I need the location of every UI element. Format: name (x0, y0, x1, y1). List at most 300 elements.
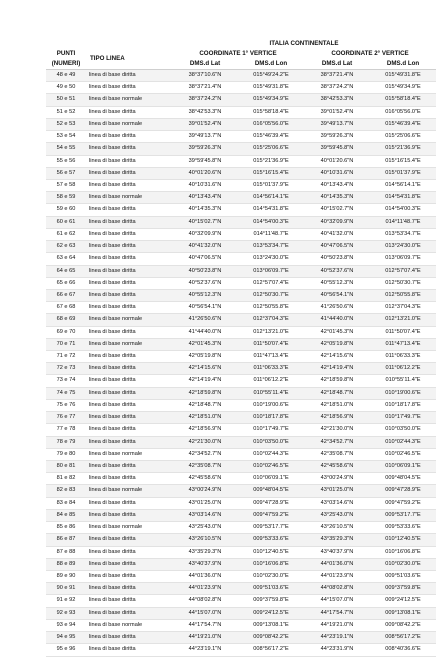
table-row (46, 534, 436, 546)
vertice1-lat-cell: 44°01'36.0"N (172, 570, 238, 582)
table-row (46, 253, 436, 265)
vertice1-lon-cell: 012°50'55.8"E (238, 302, 304, 314)
punti-cell: 60 e 61 (46, 216, 86, 228)
vertice1-lat-cell: 41°26'50.6"N (172, 314, 238, 326)
vertice1-lat-cell: 40°15'02.7"N (172, 216, 238, 228)
vertice2-lat-cell: 43°01'25.0"N (304, 485, 370, 497)
vertice1-lat-cell: 40°14'35.3"N (172, 204, 238, 216)
table-row (46, 558, 436, 570)
vertice1-lon-cell: 012°37'04.3"E (238, 314, 304, 326)
vertice1-lon-cell: 015°01'37.9"E (238, 179, 304, 191)
vertice1-lat-cell: 42°14'15.6"N (172, 363, 238, 375)
tipo-linea-cell: linea di base diritta (86, 387, 172, 399)
punti-cell: 49 e 50 (46, 82, 86, 94)
tipo-linea-header: TIPO LINEA (90, 55, 125, 62)
tipo-linea-cell: linea di base normale (86, 94, 172, 106)
punti-cell: 51 e 52 (46, 106, 86, 118)
punti-cell: 90 e 91 (46, 583, 86, 595)
table-row (46, 82, 436, 94)
table-row (46, 228, 436, 240)
punti-cell: 66 e 67 (46, 289, 86, 301)
vertice1-lat-cell: 42°34'52.7"N (172, 448, 238, 460)
vertice1-lat-cell: 40°52'37.6"N (172, 277, 238, 289)
punti-cell: 87 e 88 (46, 546, 86, 558)
vertice2-lat-cell: 42°18'59.8"N (304, 375, 370, 387)
vertice1-lat-cell: 43°03'14.6"N (172, 509, 238, 521)
vertice2-lon-cell: 015°49'31.8"E (370, 70, 436, 82)
vertice2-lon-cell: 014°54'31.8"E (370, 192, 436, 204)
punti-cell: 82 e 83 (46, 485, 86, 497)
vertice2-lon-cell: 015°01'37.9"E (370, 167, 436, 179)
table-title: ITALIA CONTINENTALE (269, 40, 339, 47)
tipo-linea-cell: linea di base diritta (86, 179, 172, 191)
vertice1-lat-cell: 40°50'23.8"N (172, 265, 238, 277)
punti-cell: 52 e 53 (46, 118, 86, 130)
vertice1-lat-cell: 44°15'07.0"N (172, 607, 238, 619)
tipo-linea-cell: linea di base diritta (86, 595, 172, 607)
vertice2-lon-cell: 013°06'09.7"E (370, 253, 436, 265)
vertice2-lat-cell: 44°01'36.0"N (304, 558, 370, 570)
tipo-linea-cell: linea di base diritta (86, 473, 172, 485)
tipo-linea-cell: linea di base diritta (86, 265, 172, 277)
tipo-linea-cell: linea di base diritta (86, 253, 172, 265)
vertice2-lat-cell: 40°01'20.6"N (304, 155, 370, 167)
table-row (46, 106, 436, 118)
table-row (46, 338, 436, 350)
vertice1-lat-cell: 44°08'02.8"N (172, 595, 238, 607)
vertice2-lat-cell: 40°41'32.0"N (304, 228, 370, 240)
vertice2-lon-cell: 010°02'30.0"E (370, 558, 436, 570)
table-row (46, 412, 436, 424)
vertice1-lat-cell: 39°01'52.4"N (172, 118, 238, 130)
vertice2-lon-cell: 015°46'39.4"E (370, 118, 436, 130)
vertice1-lat-cell: 39°49'13.7"N (172, 131, 238, 143)
tipo-linea-cell: linea di base diritta (86, 546, 172, 558)
table-row (46, 118, 436, 130)
vertice2-lon-cell: 009°53'17.7"E (370, 509, 436, 521)
tipo-linea-cell: linea di base diritta (86, 204, 172, 216)
vertice2-lon-cell: 013°24'30.0"E (370, 241, 436, 253)
lon1-header: DMS.d Lon (254, 60, 288, 67)
vertice2-lon-cell: 009°47'59.2"E (370, 497, 436, 509)
vertice1-lat-cell: 39°59'45.8"N (172, 155, 238, 167)
vertice2-lat-cell: 42°14'19.4"N (304, 363, 370, 375)
table-row (46, 485, 436, 497)
tipo-linea-cell: linea di base diritta (86, 558, 172, 570)
vertice1-lon-cell: 009°24'12.5"E (238, 607, 304, 619)
vertice1-lat-cell: 42°18'48.7"N (172, 399, 238, 411)
punti-cell: 76 e 77 (46, 412, 86, 424)
vertice2-lat-cell: 42°18'51.0"N (304, 399, 370, 411)
vertice2-lon-cell: 010°12'40.5"E (370, 534, 436, 546)
vertice2-lat-cell: 42°18'56.9"N (304, 412, 370, 424)
vertice2-lat-cell: 42°34'52.7"N (304, 436, 370, 448)
punti-cell: 81 e 82 (46, 473, 86, 485)
tipo-linea-cell: linea di base normale (86, 314, 172, 326)
punti-cell: 55 e 56 (46, 155, 86, 167)
tipo-linea-cell: linea di base diritta (86, 82, 172, 94)
vertice1-lon-cell: 010°06'09.1"E (238, 473, 304, 485)
vertice2-lat-cell: 40°13'43.4"N (304, 179, 370, 191)
vertice1-lon-cell: 009°47'59.2"E (238, 509, 304, 521)
vertice2-lat-cell: 40°47'06.5"N (304, 241, 370, 253)
vertice1-lon-cell: 016°05'56.0"E (238, 118, 304, 130)
vertice1-lon-cell: 010°19'00.6"E (238, 399, 304, 411)
vertice1-lat-cell: 44°01'23.9"N (172, 583, 238, 595)
table-row (46, 522, 436, 534)
vertice2-lat-cell: 38°37'21.4"N (304, 70, 370, 82)
vertice1-lon-cell: 010°02'30.0"E (238, 570, 304, 582)
vertice1-lat-cell: 42°14'19.4"N (172, 375, 238, 387)
punti-cell: 58 e 59 (46, 192, 86, 204)
tipo-linea-cell: linea di base normale (86, 522, 172, 534)
tipo-linea-cell: linea di base diritta (86, 424, 172, 436)
table-row (46, 131, 436, 143)
vertice2-lat-cell: 42°01'45.3"N (304, 326, 370, 338)
vertice1-lon-cell: 011°50'07.4"E (238, 338, 304, 350)
vertice2-lat-cell: 39°59'26.3"N (304, 131, 370, 143)
vertice2-lat-cell: 43°35'29.3"N (304, 534, 370, 546)
vertice1-lon-cell: 009°53'17.7"E (238, 522, 304, 534)
vertice1-lon-cell: 012°57'07.4"E (238, 277, 304, 289)
vertice1-lat-cell: 42°01'45.3"N (172, 338, 238, 350)
vertice1-lat-cell: 40°47'06.5"N (172, 253, 238, 265)
vertice1-lat-cell: 43°40'37.9"N (172, 558, 238, 570)
vertice1-lon-cell: 013°06'09.7"E (238, 265, 304, 277)
vertice2-lat-cell: 42°35'08.7"N (304, 448, 370, 460)
punti-cell: 67 e 68 (46, 302, 86, 314)
tipo-linea-cell: linea di base diritta (86, 375, 172, 387)
vertice2-lat-cell: 42°14'15.6"N (304, 351, 370, 363)
vertice2-lon-cell: 009°47'28.9"E (370, 485, 436, 497)
lat2-header: DMS.d Lat (321, 60, 353, 67)
vertice2-lat-cell: 40°10'31.6"N (304, 167, 370, 179)
vertice1-lon-cell: 009°48'04.5"E (238, 485, 304, 497)
numeri-header: (NUMERI) (51, 60, 81, 67)
vertice2-lon-cell: 010°02'44.3"E (370, 436, 436, 448)
vertice1-lon-cell: 010°02'46.5"E (238, 461, 304, 473)
tipo-linea-cell: linea di base normale (86, 338, 172, 350)
vertice1-lon-cell: 009°47'28.9"E (238, 497, 304, 509)
tipo-linea-cell: linea di base normale (86, 192, 172, 204)
table-row (46, 448, 436, 460)
tipo-linea-cell: linea di base diritta (86, 363, 172, 375)
tipo-linea-cell: linea di base diritta (86, 228, 172, 240)
table-row (46, 204, 436, 216)
vertice1-header: COORDINATE 1° VERTICE (199, 50, 277, 57)
vertice2-lon-cell: 009°08'42.2"E (370, 619, 436, 631)
vertice2-lat-cell: 42°45'58.6"N (304, 461, 370, 473)
vertice1-lon-cell: 009°37'59.8"E (238, 595, 304, 607)
vertice1-lon-cell: 010°17'49.7"E (238, 424, 304, 436)
punti-header: PUNTI (56, 50, 76, 57)
punti-cell: 77 e 78 (46, 424, 86, 436)
vertice1-lat-cell: 40°13'43.4"N (172, 192, 238, 204)
vertice1-lat-cell: 40°56'54.1"N (172, 302, 238, 314)
vertice1-lat-cell: 42°45'58.6"N (172, 473, 238, 485)
punti-cell: 85 e 86 (46, 522, 86, 534)
vertice1-lon-cell: 013°53'34.7"E (238, 241, 304, 253)
vertice1-lat-cell: 38°37'10.6"N (172, 70, 238, 82)
table-row (46, 241, 436, 253)
tipo-linea-cell: linea di base diritta (86, 289, 172, 301)
vertice1-lon-cell: 013°24'30.0"E (238, 253, 304, 265)
vertice1-lon-cell: 015°16'15.4"E (238, 167, 304, 179)
vertice1-lon-cell: 015°46'39.4"E (238, 131, 304, 143)
tipo-linea-cell: linea di base diritta (86, 534, 172, 546)
vertice2-lon-cell: 014°54'00.3"E (370, 204, 436, 216)
vertice1-lat-cell: 44°19'21.0"N (172, 632, 238, 644)
punti-cell: 69 e 70 (46, 326, 86, 338)
punti-cell: 92 e 93 (46, 607, 86, 619)
punti-cell: 56 e 57 (46, 167, 86, 179)
vertice2-lon-cell: 010°19'00.6"E (370, 387, 436, 399)
vertice2-lat-cell: 38°37'24.2"N (304, 82, 370, 94)
tipo-linea-cell: linea di base normale (86, 118, 172, 130)
punti-cell: 70 e 71 (46, 338, 86, 350)
vertice2-lon-cell: 015°16'15.4"E (370, 155, 436, 167)
table-header (46, 39, 436, 70)
vertice2-lon-cell: 012°13'21.0"E (370, 314, 436, 326)
table-row (46, 277, 436, 289)
table-row (46, 302, 436, 314)
punti-cell: 86 e 87 (46, 534, 86, 546)
tipo-linea-cell: linea di base diritta (86, 131, 172, 143)
table-row (46, 424, 436, 436)
vertice2-lat-cell: 40°32'09.9"N (304, 216, 370, 228)
vertice2-lat-cell: 44°17'54.7"N (304, 607, 370, 619)
punti-cell: 48 e 49 (46, 70, 86, 82)
punti-cell: 84 e 85 (46, 509, 86, 521)
vertice1-lon-cell: 010°16'06.8"E (238, 558, 304, 570)
punti-cell: 79 e 80 (46, 448, 86, 460)
table-row (46, 265, 436, 277)
vertice2-lat-cell: 43°03'14.6"N (304, 497, 370, 509)
vertice1-lat-cell: 39°59'26.3"N (172, 143, 238, 155)
punti-cell: 95 e 96 (46, 644, 86, 656)
table-row (46, 399, 436, 411)
table-row (46, 326, 436, 338)
vertice1-lon-cell: 009°13'08.1"E (238, 619, 304, 631)
vertice2-lat-cell: 42°21'30.0"N (304, 424, 370, 436)
tipo-linea-cell: linea di base normale (86, 619, 172, 631)
vertice1-lat-cell: 42°18'51.0"N (172, 412, 238, 424)
vertice2-lat-cell: 39°49'13.7"N (304, 118, 370, 130)
vertice1-lat-cell: 42°35'08.7"N (172, 461, 238, 473)
vertice1-lon-cell: 011°06'12.2"E (238, 375, 304, 387)
vertice2-lat-cell: 41°26'50.6"N (304, 302, 370, 314)
table-row (46, 619, 436, 631)
punti-cell: 74 e 75 (46, 387, 86, 399)
vertice2-lon-cell: 011°06'33.3"E (370, 351, 436, 363)
vertice2-lat-cell: 43°00'24.9"N (304, 473, 370, 485)
vertice2-header: COORDINATE 2° VERTICE (331, 50, 409, 57)
tipo-linea-cell: linea di base diritta (86, 302, 172, 314)
table-row (46, 473, 436, 485)
table-row (46, 192, 436, 204)
table-row (46, 314, 436, 326)
vertice2-lat-cell: 44°15'07.0"N (304, 595, 370, 607)
vertice2-lon-cell: 011°47'13.4"E (370, 338, 436, 350)
table-row (46, 461, 436, 473)
vertice2-lon-cell: 013°53'34.7"E (370, 228, 436, 240)
table-row (46, 167, 436, 179)
vertice1-lon-cell: 015°49'24.2"E (238, 70, 304, 82)
vertice2-lon-cell: 009°13'08.1"E (370, 607, 436, 619)
lon2-header: DMS.d Lon (386, 60, 420, 67)
table-row (46, 363, 436, 375)
vertice1-lat-cell: 40°41'32.0"N (172, 241, 238, 253)
vertice2-lon-cell: 010°17'49.7"E (370, 412, 436, 424)
vertice1-lon-cell: 014°11'48.7"E (238, 228, 304, 240)
vertice2-lon-cell: 010°18'17.8"E (370, 399, 436, 411)
tipo-linea-cell: linea di base normale (86, 485, 172, 497)
vertice2-lat-cell: 41°44'40.0"N (304, 314, 370, 326)
tipo-linea-cell: linea di base diritta (86, 143, 172, 155)
punti-cell: 93 e 94 (46, 619, 86, 631)
vertice1-lon-cell: 009°08'42.2"E (238, 632, 304, 644)
vertice2-lon-cell: 015°49'34.9"E (370, 82, 436, 94)
vertice2-lat-cell: 44°01'23.9"N (304, 570, 370, 582)
punti-cell: 68 e 69 (46, 314, 86, 326)
table-body (46, 70, 436, 657)
vertice2-lon-cell: 009°51'03.6"E (370, 570, 436, 582)
vertice1-lat-cell: 42°05'19.8"N (172, 351, 238, 363)
vertice2-lon-cell: 016°05'56.0"E (370, 106, 436, 118)
vertice1-lat-cell: 40°32'09.9"N (172, 228, 238, 240)
tipo-linea-cell: linea di base diritta (86, 351, 172, 363)
vertice2-lon-cell: 015°21'36.9"E (370, 143, 436, 155)
tipo-linea-cell: linea di base diritta (86, 216, 172, 228)
vertice1-lon-cell: 010°55'11.4"E (238, 387, 304, 399)
punti-cell: 63 e 64 (46, 253, 86, 265)
vertice1-lat-cell: 40°01'20.6"N (172, 167, 238, 179)
vertice2-lat-cell: 40°15'02.7"N (304, 204, 370, 216)
vertice1-lat-cell: 41°44'40.0"N (172, 326, 238, 338)
vertice1-lat-cell: 43°25'43.0"N (172, 522, 238, 534)
vertice2-lat-cell: 39°59'45.8"N (304, 143, 370, 155)
vertice1-lon-cell: 015°58'18.4"E (238, 106, 304, 118)
vertice1-lon-cell: 012°13'21.0"E (238, 326, 304, 338)
tipo-linea-cell: linea di base diritta (86, 155, 172, 167)
vertice2-lon-cell: 015°58'18.4"E (370, 94, 436, 106)
vertice2-lat-cell: 43°25'43.0"N (304, 509, 370, 521)
punti-cell: 88 e 89 (46, 558, 86, 570)
table-row (46, 583, 436, 595)
tipo-linea-cell: linea di base diritta (86, 509, 172, 521)
punti-cell: 80 e 81 (46, 461, 86, 473)
vertice1-lon-cell: 014°56'14.1"E (238, 192, 304, 204)
punti-cell: 57 e 58 (46, 179, 86, 191)
vertice2-lat-cell: 38°42'53.3"N (304, 94, 370, 106)
vertice2-lon-cell: 010°16'06.8"E (370, 546, 436, 558)
vertice1-lon-cell: 010°02'44.3"E (238, 448, 304, 460)
tipo-linea-cell: linea di base diritta (86, 277, 172, 289)
punti-cell: 71 e 72 (46, 351, 86, 363)
table-row (46, 143, 436, 155)
table-row (46, 497, 436, 509)
vertice1-lon-cell: 015°49'31.8"E (238, 82, 304, 94)
vertice1-lat-cell: 40°55'12.3"N (172, 289, 238, 301)
punti-cell: 83 e 84 (46, 497, 86, 509)
tipo-linea-cell: linea di base diritta (86, 326, 172, 338)
vertice1-lon-cell: 011°47'13.4"E (238, 351, 304, 363)
punti-cell: 78 e 79 (46, 436, 86, 448)
vertice2-lat-cell: 40°56'54.1"N (304, 289, 370, 301)
vertice1-lon-cell: 009°53'33.6"E (238, 534, 304, 546)
table-row (46, 289, 436, 301)
tipo-linea-cell: linea di base diritta (86, 497, 172, 509)
vertice2-lat-cell: 40°50'23.8"N (304, 253, 370, 265)
vertice2-lat-cell: 40°52'37.6"N (304, 265, 370, 277)
vertice2-lon-cell: 009°48'04.5"E (370, 473, 436, 485)
vertice2-lon-cell: 011°06'12.2"E (370, 363, 436, 375)
vertice1-lat-cell: 42°18'59.8"N (172, 387, 238, 399)
vertice2-lat-cell: 43°40'37.9"N (304, 546, 370, 558)
punti-cell: 72 e 73 (46, 363, 86, 375)
punti-cell: 54 e 55 (46, 143, 86, 155)
vertice2-lon-cell: 014°56'14.1"E (370, 179, 436, 191)
tipo-linea-cell: linea di base diritta (86, 607, 172, 619)
vertice1-lon-cell: 015°25'06.6"E (238, 143, 304, 155)
table-row (46, 436, 436, 448)
punti-cell: 50 e 51 (46, 94, 86, 106)
tipo-linea-cell: linea di base diritta (86, 461, 172, 473)
vertice2-lat-cell: 39°01'52.4"N (304, 106, 370, 118)
vertice1-lat-cell: 43°00'24.9"N (172, 485, 238, 497)
vertice1-lat-cell: 38°42'53.3"N (172, 106, 238, 118)
vertice2-lat-cell: 44°23'19.1"N (304, 632, 370, 644)
vertice2-lat-cell: 42°05'19.8"N (304, 338, 370, 350)
vertice1-lat-cell: 42°18'56.9"N (172, 424, 238, 436)
vertice1-lat-cell: 44°23'19.1"N (172, 644, 238, 656)
vertice2-lon-cell: 008°56'17.2"E (370, 632, 436, 644)
table-row (46, 387, 436, 399)
vertice1-lon-cell: 015°49'34.9"E (238, 94, 304, 106)
vertice2-lon-cell: 010°06'09.1"E (370, 461, 436, 473)
table-row (46, 155, 436, 167)
vertice2-lon-cell: 009°24'12.5"E (370, 595, 436, 607)
tipo-linea-cell: linea di base diritta (86, 570, 172, 582)
vertice2-lon-cell: 012°50'30.7"E (370, 277, 436, 289)
vertice2-lon-cell: 010°55'11.4"E (370, 375, 436, 387)
vertice1-lat-cell: 43°35'29.3"N (172, 546, 238, 558)
table-row (46, 179, 436, 191)
vertice1-lat-cell: 42°21'30.0"N (172, 436, 238, 448)
table-row (46, 595, 436, 607)
vertice1-lon-cell: 012°50'30.7"E (238, 289, 304, 301)
vertice2-lon-cell: 011°50'07.4"E (370, 326, 436, 338)
vertice1-lon-cell: 010°03'50.0"E (238, 436, 304, 448)
vertice1-lon-cell: 014°54'00.3"E (238, 216, 304, 228)
punti-cell: 94 e 95 (46, 632, 86, 644)
vertice1-lat-cell: 43°26'10.5"N (172, 534, 238, 546)
tipo-linea-cell: linea di base diritta (86, 632, 172, 644)
vertice1-lat-cell: 40°10'31.6"N (172, 179, 238, 191)
vertice2-lon-cell: 012°37'04.3"E (370, 302, 436, 314)
vertice2-lat-cell: 43°26'10.5"N (304, 522, 370, 534)
vertice2-lat-cell: 40°55'12.3"N (304, 277, 370, 289)
vertice1-lat-cell: 38°37'24.2"N (172, 94, 238, 106)
vertice2-lon-cell: 010°03'50.0"E (370, 424, 436, 436)
vertice2-lon-cell: 012°50'55.8"E (370, 289, 436, 301)
vertice1-lat-cell: 38°37'21.4"N (172, 82, 238, 94)
tipo-linea-cell: linea di base diritta (86, 583, 172, 595)
vertice1-lon-cell: 011°06'33.3"E (238, 363, 304, 375)
punti-cell: 75 e 76 (46, 399, 86, 411)
table-row (46, 94, 436, 106)
vertice2-lat-cell: 42°18'48.7"N (304, 387, 370, 399)
